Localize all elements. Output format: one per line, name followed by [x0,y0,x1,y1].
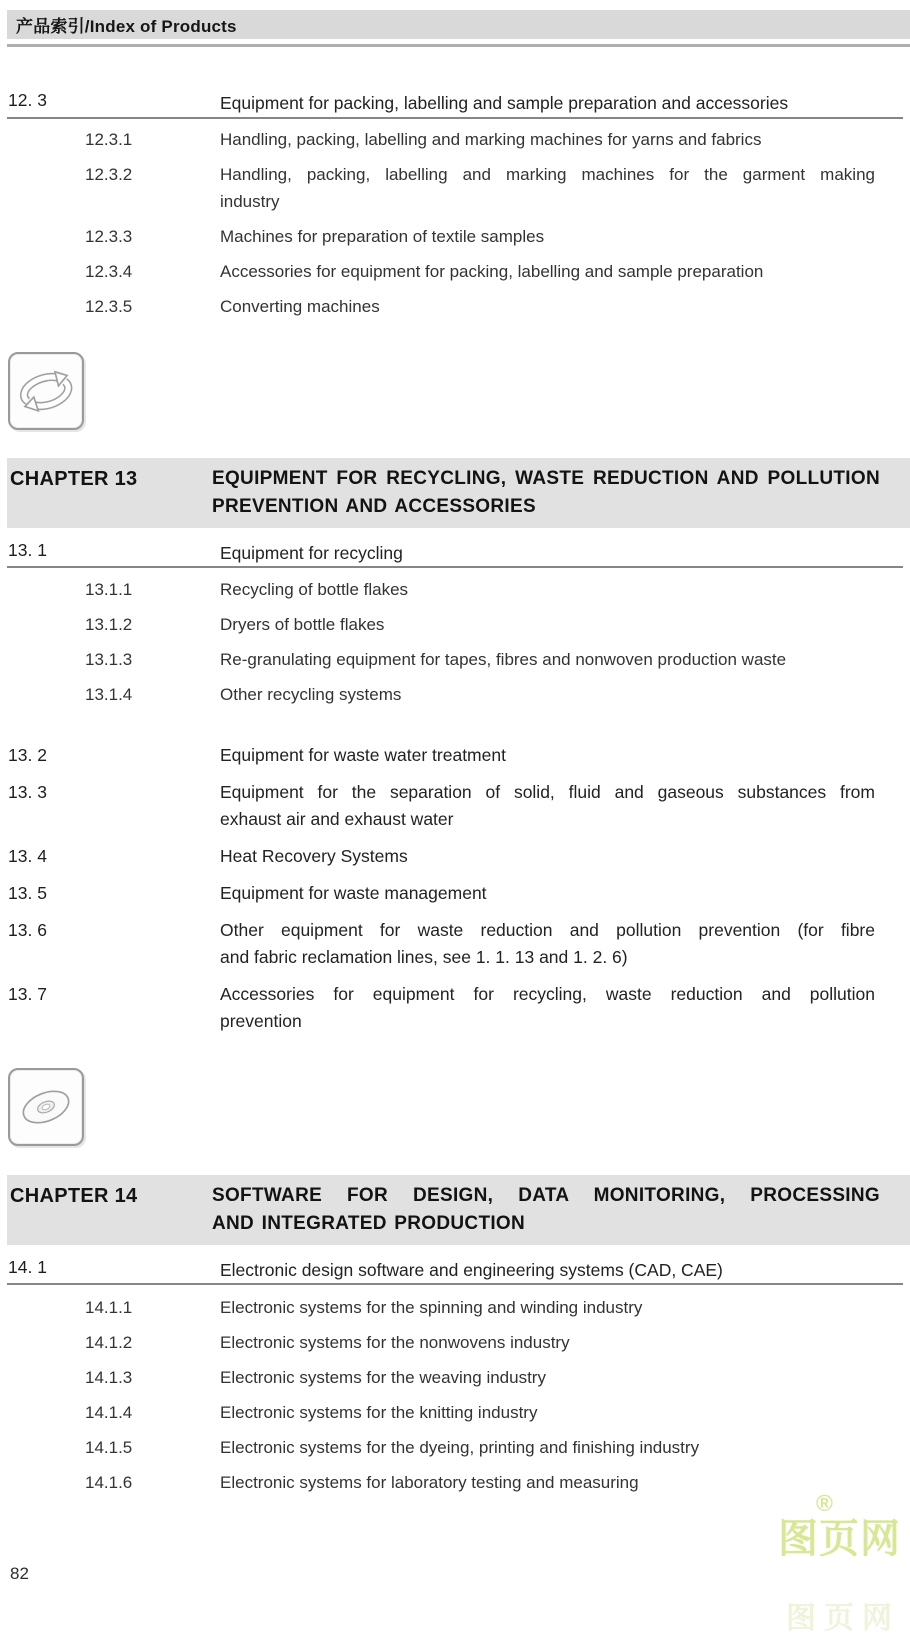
section-number: 12. 3 [8,90,47,110]
recycling-arrows-glyph [15,360,77,422]
subitem-row [8,681,875,708]
subitem-number: 13.1.1 [85,580,133,599]
subitem-label: Electronic systems for the nonwovens industry [220,1333,570,1352]
subitem-row [8,1399,875,1426]
watermark [778,1492,906,1596]
section-row [8,917,875,971]
subitem-label: Handling, packing, labelling and marking machines for yarns and fabrics [220,130,762,149]
section-rule [7,1283,903,1285]
page-number: 82 [10,1564,29,1583]
subitem-row [8,646,875,673]
section-number: 13. 5 [8,883,47,903]
subsection-list-14-1 [8,1294,875,1504]
subitem-row [8,258,875,285]
section-number: 13. 2 [8,745,47,765]
page-header-title: 产品索引/Index of Products [16,17,237,36]
subitem-row [8,1469,875,1496]
chapter-14-heading [7,1175,910,1245]
subitem-row [8,576,875,603]
section-row [8,981,875,1035]
chapter-13-heading [7,458,910,528]
subitem-label: Machines for preparation of textile samples [220,227,545,246]
subitem-label: Other recycling systems [220,685,402,704]
subitem-row [8,293,875,320]
cd-disc-glyph [15,1076,77,1138]
subitem-number: 12.3.4 [85,262,133,281]
subitem-number: 14.1.6 [85,1473,133,1492]
section-row-13-1 [8,540,875,567]
section-row [8,742,875,769]
subitem-number: 14.1.2 [85,1333,133,1352]
subitem-label: Electronic systems for the spinning and winding industry [220,1298,643,1317]
section-number: 13. 7 [8,984,47,1004]
subitem-number: 13.1.4 [85,685,133,704]
section-row [8,880,875,907]
subitem-label: Electronic systems for laboratory testing and measuring [220,1473,639,1492]
chapter-number: CHAPTER 13 [10,468,138,490]
subitem-label: Electronic systems for the dyeing, printing and finishing industry [220,1438,700,1457]
section-title: Heat Recovery Systems [220,846,408,866]
subitem-number: 12.3.2 [85,165,133,184]
section-title: Equipment for recycling [220,543,403,563]
section-row-14-1 [8,1257,875,1284]
section-row [8,843,875,870]
registered-trademark-icon: ® [816,1490,833,1516]
subitem-number: 12.3.5 [85,297,133,316]
watermark-echo: 图页网 [786,1602,900,1635]
section-title: Equipment for waste water treatment [220,745,506,765]
subitem-label: Accessories for equipment for packing, labelling and sample preparation [220,262,764,281]
subitem-number: 14.1.3 [85,1368,133,1387]
section-title: Equipment for waste management [220,883,487,903]
section-title: Other equipment for waste reduction and pollution prevention (for fibre and fabric reclamation lines, see 1. 1. 13 and 1. 2. 6) [220,920,875,967]
subitem-label: Electronic systems for the weaving industry [220,1368,546,1387]
header-rule [7,44,910,47]
subitem-number: 13.1.3 [85,650,133,669]
section-number: 13. 3 [8,782,47,802]
section-title: Equipment for packing, labelling and sample preparation and accessories [220,93,789,113]
section-list-13 [8,742,875,1045]
chapter-title: SOFTWARE FOR DESIGN, DATA MONITORING, PROCESSING AND INTEGRATED PRODUCTION [212,1185,880,1234]
subitem-label: Handling, packing, labelling and marking machines for the garment making industry [220,165,875,211]
subitem-label: Dryers of bottle flakes [220,615,385,634]
subitem-number: 12.3.3 [85,227,133,246]
watermark-text: 图页网 [778,1517,901,1561]
section-title: Accessories for equipment for recycling, waste reduction and pollution prevention [220,984,875,1031]
subitem-row [8,1364,875,1391]
section-row [8,779,875,833]
subitem-row [8,161,875,215]
subsection-list-12-3 [8,126,875,328]
recycling-arrows-icon [8,352,84,430]
subitem-row [8,1434,875,1461]
section-number: 14. 1 [8,1257,47,1277]
section-number: 13. 6 [8,920,47,940]
subitem-number: 12.3.1 [85,130,133,149]
subitem-number: 14.1.1 [85,1298,133,1317]
section-title: Electronic design software and engineering systems (CAD, CAE) [220,1260,723,1280]
section-rule [7,117,903,119]
chapter-number: CHAPTER 14 [10,1185,138,1207]
subitem-row [8,223,875,250]
section-rule [7,566,903,568]
subitem-label: Recycling of bottle flakes [220,580,409,599]
subitem-label: Converting machines [220,297,380,316]
subitem-number: 14.1.4 [85,1403,133,1422]
subitem-number: 14.1.5 [85,1438,133,1457]
section-title: Equipment for the separation of solid, fluid and gaseous substances from exhaust air and exhaust water [220,782,875,829]
subitem-row [8,1294,875,1321]
section-row-12-3 [8,90,875,117]
subitem-label: Re-granulating equipment for tapes, fibres and nonwoven production waste [220,650,787,669]
subitem-row [8,611,875,638]
page-header [7,10,910,39]
subitem-row [8,126,875,153]
section-number: 13. 4 [8,846,47,866]
cd-disc-icon [8,1068,84,1146]
section-number: 13. 1 [8,540,47,560]
chapter-title: EQUIPMENT FOR RECYCLING, WASTE REDUCTION AND POLLUTION PREVENTION AND ACCESSORIES [212,468,880,517]
subsection-list-13-1 [8,576,875,716]
subitem-row [8,1329,875,1356]
subitem-number: 13.1.2 [85,615,133,634]
subitem-label: Electronic systems for the knitting industry [220,1403,538,1422]
